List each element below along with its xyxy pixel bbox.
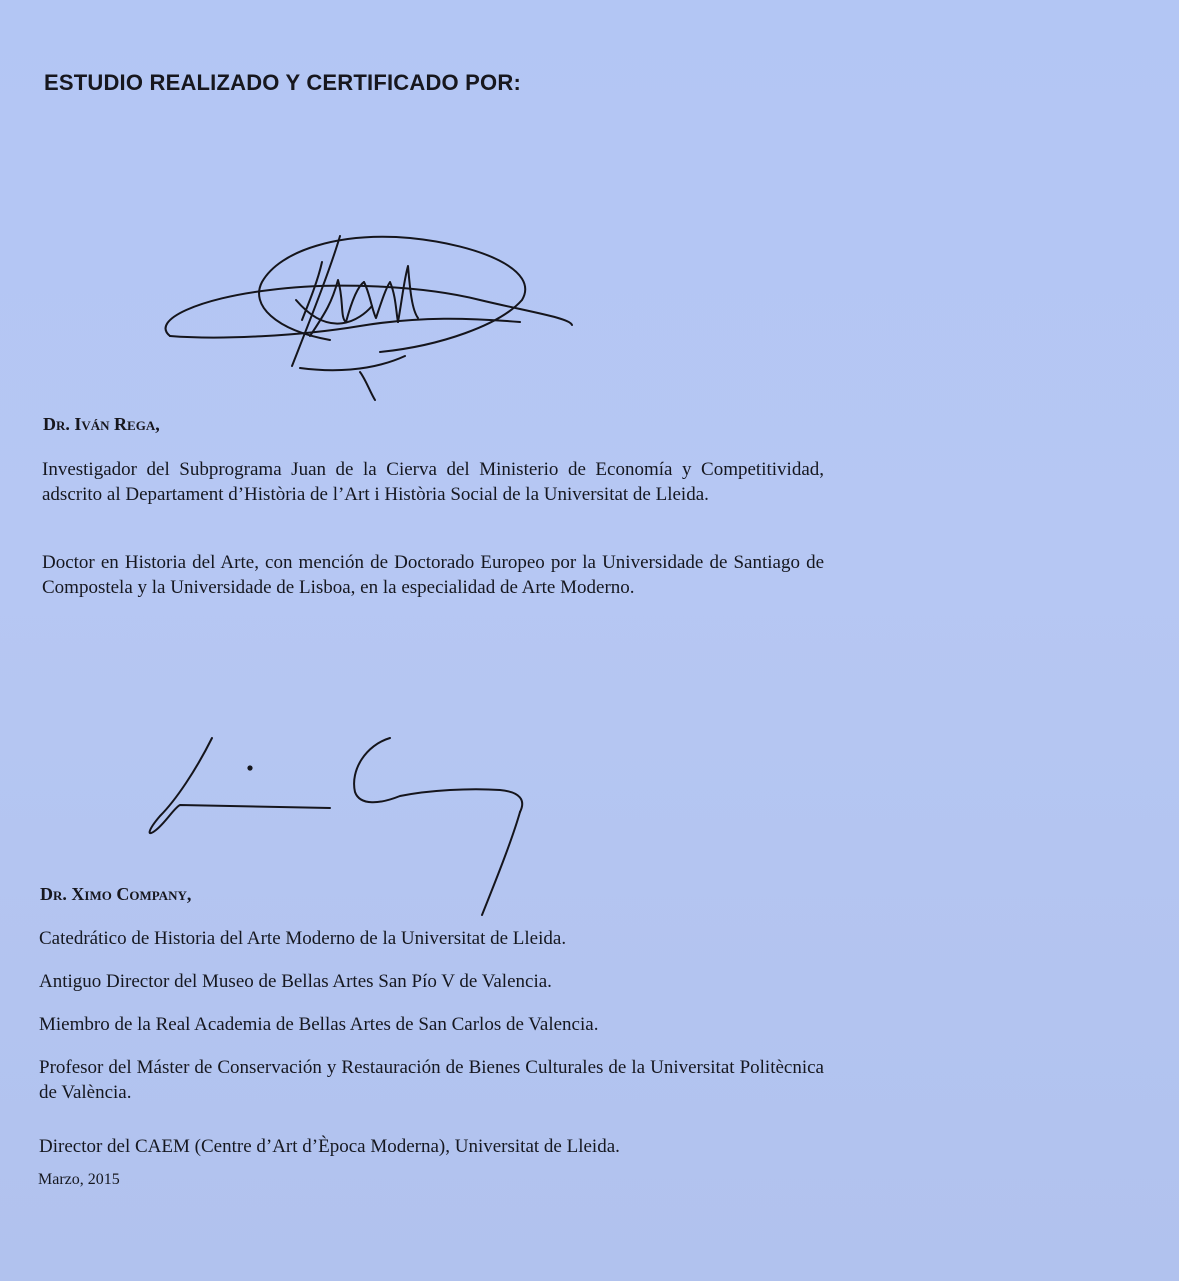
signatory-2-name: Dr. Ximo Company, [40, 884, 192, 904]
signatory-2-line-3: Miembro de la Real Academia de Bellas Artes de San Carlos de Valencia. [39, 1014, 599, 1035]
signatory-2-line-4: Profesor del Máster de Conservación y Restauración de Bienes Culturales de la Universitat Politècnica de València. [39, 1057, 824, 1103]
signatory-1-paragraph-1: Investigador del Subprograma Juan de la Cierva del Ministerio de Economía y Competitividad, adscrito al Departament d’Història de l’Art i Història Social de la Universitat de Lleida. [42, 459, 824, 505]
document-heading: ESTUDIO REALIZADO Y CERTIFICADO POR: [44, 70, 521, 95]
signatory-2-line-1: Catedrático de Historia del Arte Moderno de la Universitat de Lleida. [39, 928, 567, 949]
signatory-2-line-5: Director del CAEM (Centre d’Art d’Època Moderna), Universitat de Lleida. [39, 1136, 620, 1157]
signatory-1-paragraph-2: Doctor en Historia del Arte, con mención de Doctorado Europeo por la Universidade de Santiago de Compostela y la Universidade de Lisboa, en la especialidad de Arte Moderno. [42, 552, 824, 598]
document-date: Marzo, 2015 [38, 1171, 120, 1188]
signatory-1-name: Dr. Iván Rega, [43, 414, 160, 434]
signatory-2-line-2: Antiguo Director del Museo de Bellas Artes San Pío V de Valencia. [39, 971, 552, 992]
